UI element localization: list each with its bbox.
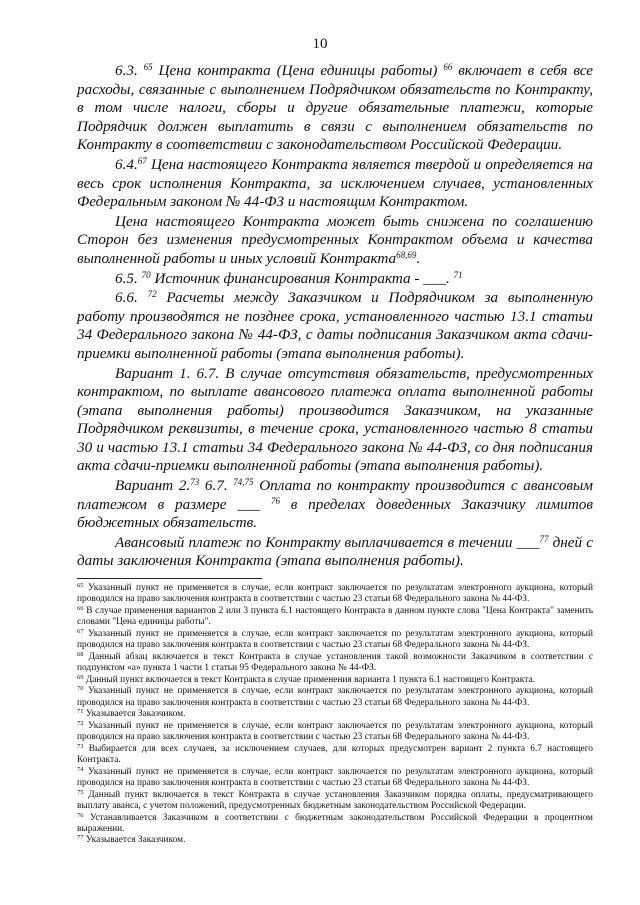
footnote-separator: [77, 578, 262, 579]
footnote: [77, 721, 593, 743]
footnote-reference: 73: [190, 477, 200, 488]
footnote-number: 66: [77, 604, 84, 612]
footnote-text: Указанный пункт не применяется в случае, если контракт заключается по результатам электронного аукциона, который проводился на право заключения контракта в соответствии с частью 23 статьи 68 Федерального закона № 44-ФЗ.: [77, 628, 593, 651]
footnote-text: Указывается Заказчиком.: [83, 709, 186, 720]
footnote: [77, 835, 593, 846]
footnote: [77, 790, 593, 812]
paragraph-text: в пределах доведенных Заказчику лимитов бюджетных обязательств.: [77, 495, 593, 532]
footnote: [77, 652, 593, 674]
footnote-text: Указанный пункт не применяется в случае, если контракт заключается по результатам электронного аукциона, который проводился на право заключения контракта в соответствии с частью 23 статьи 68 Федерального закона № 44-ФЗ.: [77, 686, 593, 708]
paragraph-text: Вариант 1. 6.7. В случае отсутствия обязательств, предусмотренных контрактом, по выплате авансового платежа оплата выполненной работы (этапа выполнения работы) производится Заказчиком, на указанные Подрядчиком реквизиты, в течение срока, установленного частью 8 статьи 30 и частью 13.1 статьи 34 Федерального закона № 44-ФЗ, со дня подписания акта сдачи-приемки выполненной работы (этапа выполнения работы).: [77, 364, 593, 475]
footnote-reference: 76: [270, 495, 280, 506]
paragraph-text: 6.7.: [199, 477, 234, 495]
contract-paragraph: [77, 534, 593, 571]
footnote-text: В случае применения вариантов 2 или 3 пункта 6.1 настоящего Контракта в данном пункте слова "Цена Контракта" заменить словами "Цена единицы работы".: [77, 605, 593, 628]
footnote-text: Указанный пункт не применяется в случае, если контракт заключается по результатам электронного аукциона, который проводился на право заключения контракта в соответствии с частью 23 статьи 68 Федерального закона № 44-ФЗ.: [77, 766, 593, 788]
footnote-reference: 71: [453, 269, 463, 280]
footnote-reference: 72: [147, 289, 157, 300]
footnote-reference: 70: [141, 269, 151, 280]
footnote-number: 69: [77, 673, 84, 681]
footnote-number: 71: [77, 708, 84, 716]
contract-paragraph: [77, 156, 593, 212]
footnote-text: Устанавливается Заказчиком в соответствии с бюджетным законодательством Российской Федерации в процентном выражении.: [77, 812, 593, 834]
footnote: [77, 709, 593, 720]
footnote-text: Указанный пункт не применяется в случае, если контракт заключается по результатам электронного аукциона, который проводился на право заключения контракта в соответствии с частью 23 статьи 68 Федерального закона № 44-ФЗ.: [77, 583, 593, 605]
footnote-reference: 77: [539, 533, 549, 544]
footnote-text: Данный абзац включается в текст Контракта в случае установления такой возможности Заказчиком в соответствии с подпунктом «а» пункта 1 части 1 статьи 95 Федерального закона № 44-ФЗ.: [77, 651, 593, 673]
footnote-number: 72: [77, 719, 84, 727]
footnote-text: Указанный пункт не применяется в случае, если контракт заключается по результатам электронного аукциона, который проводился на право заключения контракта в соответствии с частью 23 статьи 68 Федерального закона № 44-ФЗ.: [77, 720, 593, 743]
contract-paragraph: [77, 270, 593, 289]
footnote-number: 70: [77, 685, 84, 693]
footnote: [77, 813, 593, 835]
contract-paragraph: [77, 365, 593, 477]
footnote-text: Выбирается для всех случаев, за исключением случаев, для которых предусмотрен вариант 2 пункта 6.7 настоящего Контракта.: [77, 743, 593, 766]
footnote-number: 75: [77, 788, 84, 796]
footnote-number: 76: [77, 811, 84, 819]
contract-paragraph: [77, 213, 593, 269]
footnote-number: 73: [77, 742, 84, 750]
paragraph-text: Оплата по контракту производится с авансовым платежом в размере ___: [77, 477, 594, 513]
paragraph-text: дней с даты заключения Контракта (этапа выполнения работы).: [77, 533, 594, 570]
footnote-number: 67: [77, 627, 84, 635]
contract-paragraph: [77, 477, 593, 533]
paragraph-text: Авансовый платеж по Контракту выплачивается в течении ___: [115, 533, 540, 551]
footnote-reference: 74,75: [233, 477, 254, 488]
footnote-number: 68: [77, 650, 84, 658]
footnote-reference: 68,69: [396, 249, 417, 260]
footnote-text: Данный пункт включается в текст Контракта в случае применения варианта 1 пункта 6.1 настоящего Контракта.: [83, 674, 535, 685]
paragraph-text: включает в себя все расходы, связанные с выполнением Подрядчиком обязательств по Контракту, в том числе налоги, сборы и другие обязательные платежи, которые Подрядчик должен выплатить в связи с выполнением обязательств по Контракту в соответствии с законодательством Российской Федерации.: [77, 62, 593, 154]
footnote: [77, 583, 593, 605]
paragraph-text: 6.3.: [115, 62, 144, 79]
contract-paragraph: [77, 62, 593, 155]
footnote: [77, 686, 593, 708]
footnote: [77, 744, 593, 766]
paragraph-text: 6.4.: [115, 155, 138, 173]
footnote: [77, 629, 593, 651]
footnote-number: 65: [77, 582, 84, 589]
footnote-reference: 67: [137, 155, 147, 166]
paragraph-text: Расчеты между Заказчиком и Подрядчиком за выполненную работу производятся не позднее срока, установленного частью 13.1 статьи 34 Федерального закона № 44-ФЗ, с даты подписания Заказчиком акта сдачи-приемки выполненной работы (этапа выполнения работы).: [77, 289, 593, 362]
footnote-text: Указывается Заказчиком.: [83, 835, 186, 846]
page-number: 10: [312, 36, 328, 52]
paragraph-text: .: [416, 249, 421, 267]
contract-body: [77, 62, 593, 571]
paragraph-text: Вариант 2.: [115, 477, 191, 495]
paragraph-text: Цена настоящего Контракта является твердой и определяется на весь срок исполнения Контракта, за исключением случаев, установленных Федеральным законом № 44-ФЗ и настоящим Контрактом.: [77, 155, 593, 211]
contract-paragraph: [77, 289, 593, 363]
footnote-reference: 65: [143, 62, 153, 72]
footnotes: [77, 583, 593, 847]
paragraph-text: Источник финансирования Контракта - ___.: [150, 269, 454, 287]
paragraph-text: Цена контракта (Цена единицы работы): [152, 62, 444, 79]
footnote: [77, 675, 593, 686]
footnote: [77, 767, 593, 789]
footnote-number: 74: [77, 765, 84, 773]
footnote: [77, 606, 593, 628]
footnote-text: Данный пункт включается в текст Контракта в случае установления Заказчиком порядка оплаты, предусматривающего выплату аванса, с учетом положений, предусмотренных бюджетным законодательством Российской Федерации.: [77, 789, 593, 811]
paragraph-text: 6.5.: [115, 269, 142, 287]
footnote-number: 77: [77, 834, 84, 842]
footnote-reference: 66: [443, 62, 453, 72]
paragraph-text: 6.6.: [115, 289, 148, 307]
paragraph-text: Цена настоящего Контракта может быть снижена по соглашению Сторон без изменения предусмотренных Контрактом объема и качества выполненной работы и иных условий Контракта: [77, 212, 593, 267]
